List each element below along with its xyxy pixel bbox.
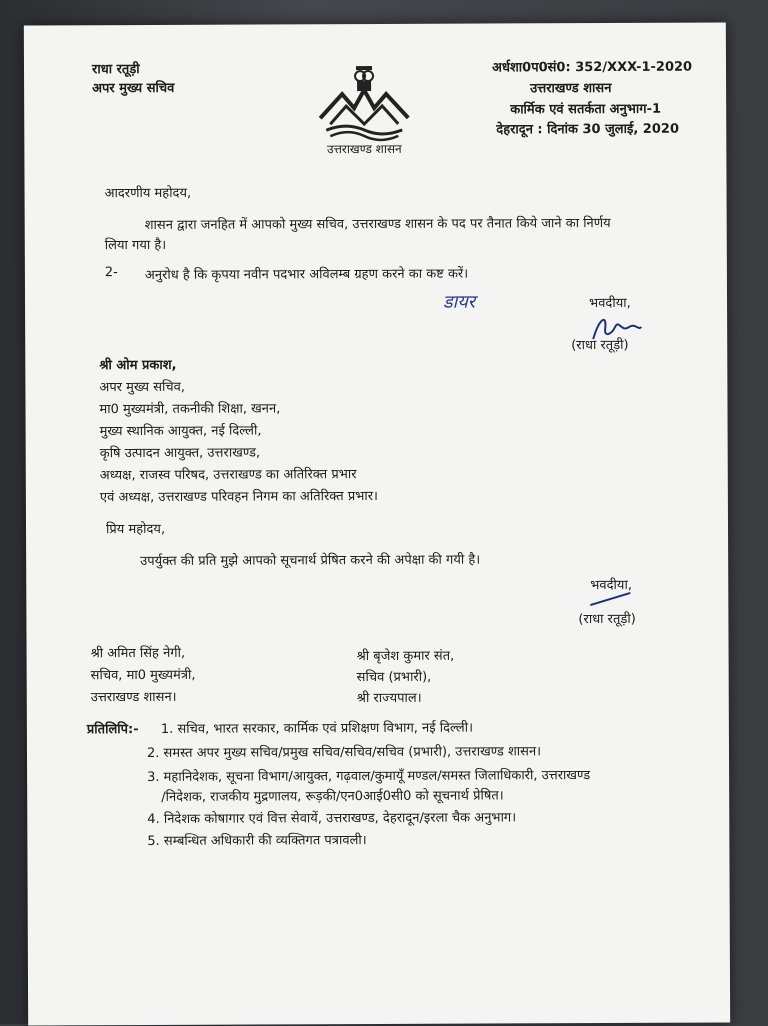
sender-name: राधा रतूड़ी xyxy=(91,62,140,78)
recipient-line: मा0 मुख्यमंत्री, तकनीकी शिक्षा, खनन, xyxy=(99,401,281,418)
reference-number: अर्धशा0प0सं0: 352/XXX-1-2020 xyxy=(491,59,693,76)
paragraph-1-line-1: शासन द्वारा जनहित में आपको मुख्य सचिव, उत्तराखण्ड शासन के पद पर तैनात किये जाने का निर्णय xyxy=(144,215,611,234)
initial-mark-icon xyxy=(586,589,636,609)
addressee-left: सचिव, मा0 मुख्यमंत्री, xyxy=(90,667,196,684)
government-name: उत्तराखण्ड शासन xyxy=(530,80,612,97)
uttarakhand-emblem-icon xyxy=(316,64,412,146)
copy-to-item: 1. सचिव, भारत सरकार, कार्मिक एवं प्रशिक्षण विभाग, नई दिल्ली। xyxy=(160,720,474,737)
copy-to-item: /निदेशक, राजकीय मुद्रणालय, रूड़की/एन0आई0सी0 को सूचनार्थ प्रेषित। xyxy=(161,788,504,805)
handwritten-note: डायर xyxy=(442,291,476,313)
addressee-right: सचिव (प्रभारी), xyxy=(356,669,432,686)
letter-page xyxy=(24,22,730,1025)
paragraph-2: अनुरोध है कि कृपया नवीन पदभार अविलम्ब ग्रहण करने का कष्ट करें। xyxy=(144,266,469,284)
department-name: कार्मिक एवं सतर्कता अनुभाग-1 xyxy=(510,101,662,118)
recipient-line: कृषि उत्पादन आयुक्त, उत्तराखण्ड, xyxy=(99,445,261,462)
addressee-right: श्री बृजेश कुमार संत, xyxy=(356,648,455,665)
paragraph-1-line-2: लिया गया है। xyxy=(104,237,167,254)
second-signatory: (राधा रतूड़ी) xyxy=(578,611,636,628)
signatory: (राधा रतूड़ी) xyxy=(571,337,629,354)
recipient-line: मुख्य स्थानिक आयुक्त, नई दिल्ली, xyxy=(99,423,262,440)
copy-to-item: 3. महानिदेशक, सूचना विभाग/आयुक्त, गढ़वाल/कुमायूँ मण्डल/समस्त जिलाधिकारी, उत्तराखण्ड xyxy=(147,768,591,786)
closing: भवदीया, xyxy=(589,295,631,312)
paragraph-2-number: 2- xyxy=(104,265,118,281)
copy-to-item: 5. सम्बन्धित अधिकारी की व्यक्तिगत पत्रावली। xyxy=(147,833,367,850)
copy-to-label: प्रतिलिपि:- xyxy=(86,722,139,738)
addressee-left: श्री अमित सिंह नेगी, xyxy=(90,645,186,662)
recipient-line: अध्यक्ष, राजस्व परिषद, उत्तराखण्ड का अतिरिक्त प्रभार xyxy=(99,467,357,484)
copy-to-item: 2. समस्त अपर मुख्य सचिव/प्रमुख सचिव/सचिव/सचिव (प्रभारी), उत्तराखण्ड शासन। xyxy=(146,744,542,762)
recipient-line: एवं अध्यक्ष, उत्तराखण्ड परिवहन निगम का अतिरिक्त प्रभार। xyxy=(99,488,378,506)
salutation: आदरणीय महोदय, xyxy=(104,185,192,202)
recipient-line: अपर मुख्य सचिव, xyxy=(99,379,186,396)
second-salutation: प्रिय महोदय, xyxy=(105,521,166,538)
addressee-left: उत्तराखण्ड शासन। xyxy=(90,689,177,706)
place-date: देहरादून : दिनांक 30 जुलाई, 2020 xyxy=(496,121,680,138)
copy-to-item: 4. निदेशक कोषागार एवं वित्त सेवायें, उत्तराखण्ड, देहरादून/इरला चैक अनुभाग। xyxy=(147,810,517,828)
sender-designation: अपर मुख्य सचिव xyxy=(92,80,175,97)
addressee-right: श्री राज्यपाल। xyxy=(356,690,422,707)
emblem-caption: उत्तराखण्ड शासन xyxy=(326,141,402,157)
recipient-name: श्री ओम प्रकाश, xyxy=(99,357,177,374)
second-body: उपर्युक्त की प्रति मुझे आपको सूचनार्थ प्रेषित करने की अपेक्षा की गयी है। xyxy=(140,552,481,570)
second-closing: भवदीया, xyxy=(590,577,632,594)
